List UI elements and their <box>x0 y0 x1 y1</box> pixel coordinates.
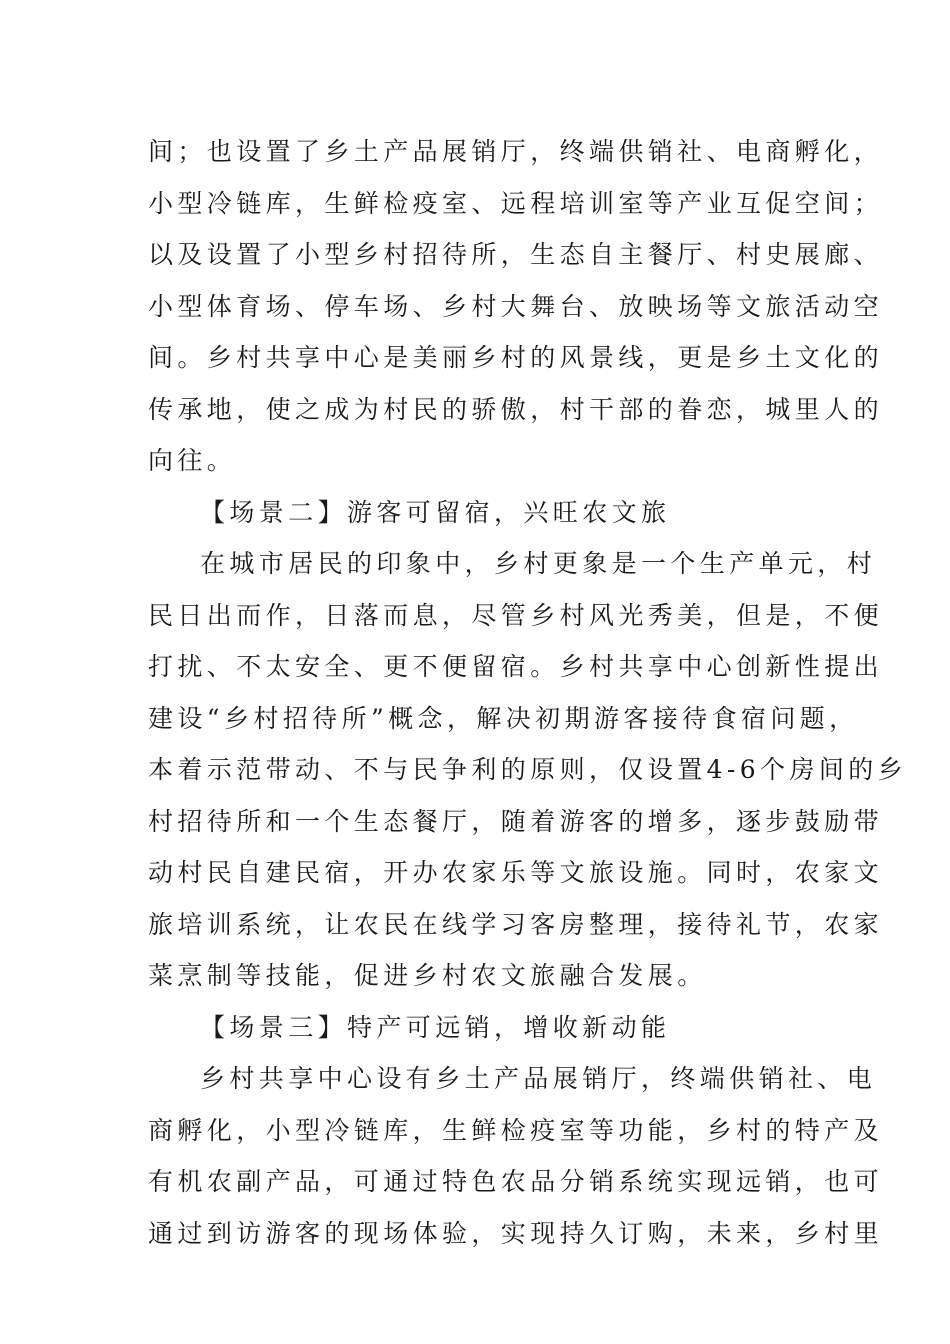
paragraph-line: 本着示范带动、不与民争利的原则，仅设置4-6个房间的乡 <box>148 755 908 784</box>
paragraph-line: 菜烹制等技能，促进乡村农文旅融合发展。 <box>148 961 707 990</box>
paragraph-line: 间；也设置了乡土产品展销厅，终端供销社、电商孵化， <box>148 137 884 166</box>
paragraph-line: 民日出而作，日落而息，尽管乡村风光秀美，但是，不便 <box>148 600 884 630</box>
paragraph-line: 旅培训系统，让农民在线学习客房整理，接待礼节，农家 <box>148 909 884 939</box>
paragraph-line: 以及设置了小型乡村招待所，生态自主餐厅、村史展廊、 <box>148 240 884 269</box>
paragraph-line: 传承地，使之成为村民的骄傲，村干部的眷恋，城里人的 <box>148 394 884 424</box>
paragraph-line: 商孵化，小型冷链库，生鲜检疫室等功能，乡村的特产及 <box>148 1115 884 1145</box>
paragraph-line: 间。乡村共享中心是美丽乡村的风景线，更是乡土文化的 <box>148 343 884 372</box>
paragraph-line: 小型冷链库，生鲜检疫室、远程培训室等产业互促空间； <box>148 188 884 218</box>
paragraph-line: 乡村共享中心设有乡土产品展销厅，终端供销社、电 <box>200 1064 877 1093</box>
paragraph-line: 有机农副产品，可通过特色农品分销系统实现远销，也可 <box>148 1167 884 1196</box>
section-heading-scene-two: 【场景二】游客可留宿，兴旺农文旅 <box>200 497 671 527</box>
paragraph-line: 建设“乡村招待所”概念，解决初期游客接待食宿问题， <box>148 703 859 733</box>
paragraph-line: 在城市居民的印象中，乡村更象是一个生产单元，村 <box>200 549 877 578</box>
paragraph-line: 动村民自建民宿，开办农家乐等文旅设施。同时，农家文 <box>148 858 884 887</box>
paragraph-line: 打扰、不太安全、更不便留宿。乡村共享中心创新性提出 <box>148 652 884 681</box>
paragraph-line: 小型体育场、停车场、乡村大舞台、放映场等文旅活动空 <box>148 291 884 321</box>
document-body <box>148 126 908 1259</box>
paragraph-line: 村招待所和一个生态餐厅，随着游客的增多，逐步鼓励带 <box>148 806 884 836</box>
paragraph-line: 通过到访游客的现场体验，实现持久订购，未来，乡村里 <box>148 1218 884 1248</box>
paragraph-line: 向往。 <box>148 446 237 475</box>
section-heading-scene-three: 【场景三】特产可远销，增收新动能 <box>200 1012 671 1042</box>
